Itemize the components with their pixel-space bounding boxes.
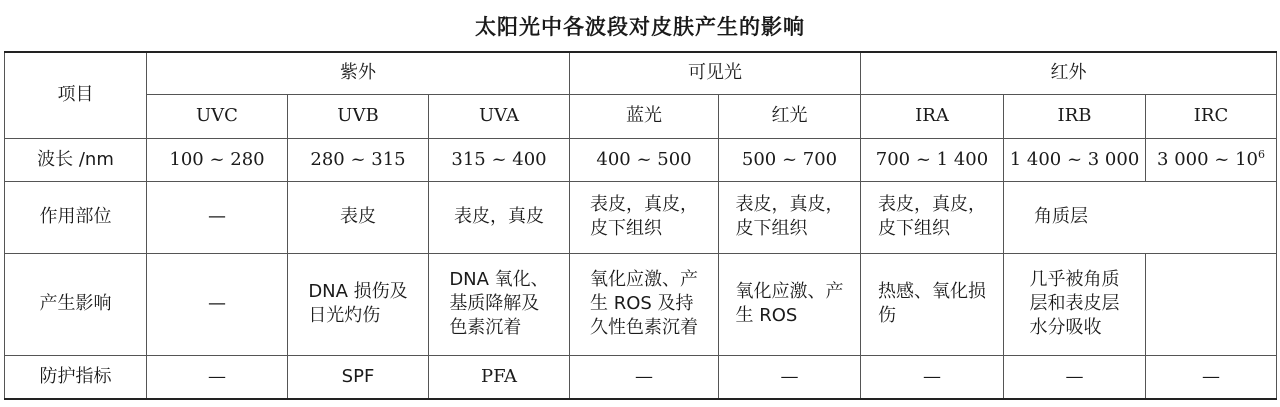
band-blue: 蓝光 — [570, 94, 719, 138]
table-title: 太阳光中各波段对皮肤产生的影响 — [475, 15, 805, 39]
effect-blue-line-3: 久性色素沉着 — [590, 317, 698, 338]
effect-irb-line-1: 几乎被角质 — [1029, 269, 1120, 290]
effect-uva-line-2: 基质降解及 — [449, 293, 540, 314]
uv-effects-table — [4, 51, 1277, 400]
site-ira-line-2: 皮下组织 — [878, 218, 950, 239]
protection-uva: PFA — [429, 355, 570, 399]
protection-red: — — [719, 355, 861, 399]
effect-irb-line-3: 水分吸收 — [1029, 317, 1102, 338]
protection-uvb: SPF — [288, 355, 429, 399]
header-group-ir: 红外 — [861, 52, 1277, 94]
band-uvb: UVB — [288, 94, 429, 138]
site-blue — [570, 181, 719, 253]
wavelength-red: 500 ~ 700 — [719, 138, 861, 181]
row-label-protection: 防护指标 — [5, 355, 147, 399]
effect-uvc: — — [147, 253, 288, 355]
site-ira-line-1: 表皮，真皮， — [878, 194, 986, 215]
wavelength-uva: 315 ~ 400 — [429, 138, 570, 181]
site-irb-irc — [1004, 181, 1277, 253]
effect-uvb-line-1: DNA 损伤及 — [308, 281, 408, 302]
effect-irb — [1004, 253, 1146, 355]
effect-uva-line-1: DNA 氧化、 — [449, 269, 549, 290]
effect-blue-line-2: 生 ROS 及持 — [590, 293, 694, 314]
site-red — [719, 181, 861, 253]
wavelength-irc-base: 3 000 ~ 10 — [1157, 148, 1258, 170]
effect-ira-line-2: 伤 — [878, 305, 896, 326]
effect-red-line-1: 氧化应激、产 — [735, 281, 844, 302]
protection-irb: — — [1004, 355, 1146, 399]
site-uvc: — — [147, 181, 288, 253]
row-label-effect: 产生影响 — [5, 253, 147, 355]
effect-irc — [1146, 253, 1277, 355]
effect-uvb-line-2: 日光灼伤 — [308, 305, 381, 326]
site-red-line-1: 表皮，真皮， — [735, 194, 844, 215]
wavelength-irc-exponent: 6 — [1257, 147, 1265, 161]
protection-ira: — — [861, 355, 1004, 399]
site-blue-line-1: 表皮，真皮， — [590, 194, 698, 215]
site-uva: 表皮，真皮 — [429, 181, 570, 253]
header-group-uv: 紫外 — [147, 52, 570, 94]
effect-red-line-2: 生 ROS — [735, 305, 798, 326]
wavelength-irc — [1146, 138, 1277, 181]
band-ira: IRA — [861, 94, 1004, 138]
band-irb: IRB — [1004, 94, 1146, 138]
band-uvc: UVC — [147, 94, 288, 138]
row-label-wavelength: 波长 /nm — [5, 138, 147, 181]
site-uvb: 表皮 — [288, 181, 429, 253]
site-irb-irc-text: 角质层 — [1034, 206, 1088, 227]
site-blue-line-2: 皮下组织 — [590, 218, 662, 239]
effect-uva — [429, 253, 570, 355]
effect-irb-line-2: 层和表皮层 — [1029, 293, 1120, 314]
effect-uva-line-3: 色素沉着 — [449, 317, 522, 338]
site-ira — [861, 181, 1004, 253]
band-red: 红光 — [719, 94, 861, 138]
wavelength-uvc: 100 ~ 280 — [147, 138, 288, 181]
protection-irc: — — [1146, 355, 1277, 399]
header-item-label: 项目 — [5, 52, 147, 138]
protection-uvc: — — [147, 355, 288, 399]
effect-red — [719, 253, 861, 355]
effect-ira — [861, 253, 1004, 355]
wavelength-irb: 1 400 ~ 3 000 — [1004, 138, 1146, 181]
band-uva: UVA — [429, 94, 570, 138]
effect-blue-line-1: 氧化应激、产 — [590, 269, 698, 290]
row-label-site: 作用部位 — [5, 181, 147, 253]
effect-uvb — [288, 253, 429, 355]
wavelength-ira: 700 ~ 1 400 — [861, 138, 1004, 181]
header-group-visible: 可见光 — [570, 52, 861, 94]
band-irc: IRC — [1146, 94, 1277, 138]
protection-blue: — — [570, 355, 719, 399]
effect-blue — [570, 253, 719, 355]
wavelength-blue: 400 ~ 500 — [570, 138, 719, 181]
site-red-line-2: 皮下组织 — [735, 218, 808, 239]
wavelength-uvb: 280 ~ 315 — [288, 138, 429, 181]
effect-ira-line-1: 热感、氧化损 — [878, 281, 986, 302]
